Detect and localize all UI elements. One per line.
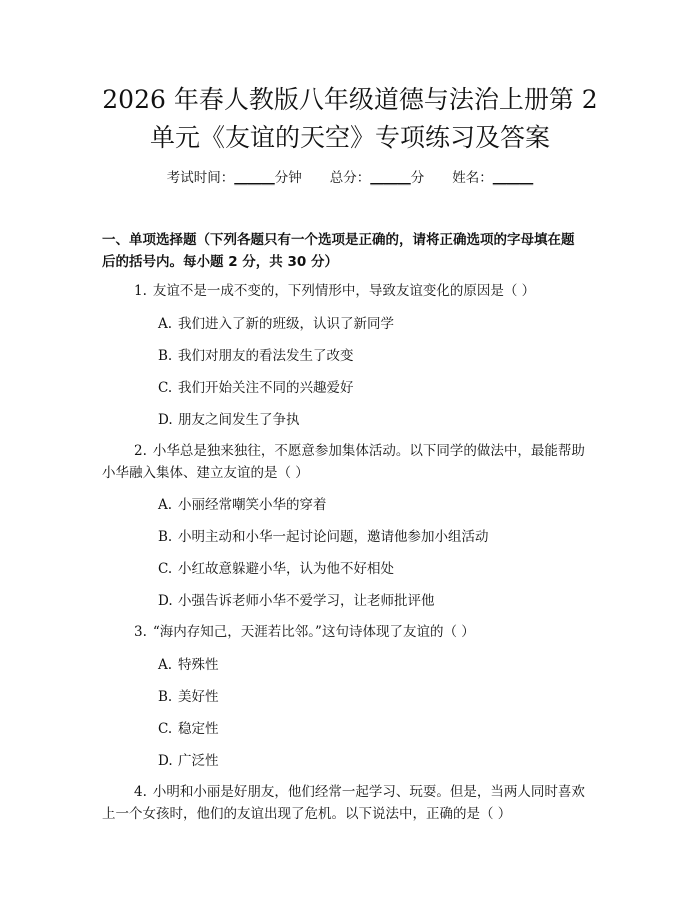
document-title-line1: 2026 年春人教版八年级道德与法治上册第 2	[102, 85, 598, 114]
question-text: 小华总是独来独往，不愿意参加集体活动。以下同学的做法中，最能帮助	[152, 443, 585, 459]
option-2-c: C. 小红故意躲避小华，认为他不好相处	[158, 561, 394, 577]
question-number: 1.	[134, 283, 147, 299]
option-1-a: A. 我们进入了新的班级，认识了新同学	[158, 316, 394, 332]
question-2-line2: 小华融入集体、建立友谊的是（ ）	[102, 465, 309, 481]
exam-time-unit: 分钟	[274, 170, 302, 186]
option-3-d: D. 广泛性	[158, 753, 219, 769]
option-2-a: A. 小丽经常嘲笑小华的穿着	[158, 497, 327, 513]
total-score-blank: ______	[370, 170, 411, 186]
section-heading-single-choice	[102, 229, 602, 273]
option-1-d: D. 朋友之间发生了争执	[158, 412, 300, 428]
section-heading-line1: 一、单项选择题（下列各题只有一个选项是正确的，请将正确选项的字母填在题	[102, 232, 575, 248]
total-score-unit: 分	[410, 170, 425, 186]
option-1-b: B. 我们对朋友的看法发生了改变	[158, 348, 354, 364]
question-4-line2: 上一个女孩时，他们的友谊出现了危机。以下说法中，正确的是（ ）	[102, 806, 512, 822]
question-1	[134, 280, 535, 302]
option-3-c: C. 稳定性	[158, 721, 219, 737]
student-name-blank: ______	[492, 170, 534, 186]
option-2-d: D. 小强告诉老师小华不爱学习，让老师批评他	[158, 593, 435, 609]
question-text: 友谊不是一成不变的，下列情形中，导致友谊变化的原因是（ ）	[152, 283, 536, 299]
document-title-line2: 单元《友谊的天空》专项练习及答案	[149, 123, 550, 152]
exam-time-label: 考试时间：	[166, 170, 235, 186]
question-text: “海内存知己，天涯若比邻。”这句诗体现了友谊的（ ）	[152, 624, 475, 640]
total-score-label: 总分：	[329, 170, 371, 186]
option-3-a: A. 特殊性	[158, 657, 219, 673]
question-text: 小明和小丽是好朋友，他们经常一起学习、玩耍。但是，当两人同时喜欢	[152, 784, 585, 800]
question-number: 3.	[134, 624, 147, 640]
question-2-line1	[134, 440, 585, 462]
option-2-b: B. 小明主动和小华一起讨论问题，邀请他参加小组活动	[158, 529, 489, 545]
question-number: 2.	[134, 443, 147, 459]
section-heading-line2: 后的括号内。每小题 2 分，共 30 分）	[102, 254, 338, 270]
exam-info	[0, 168, 700, 188]
student-name-label: 姓名：	[452, 170, 493, 186]
exam-time-blank: ______	[234, 170, 275, 186]
question-4-line1	[134, 781, 585, 803]
question-3	[134, 621, 475, 643]
option-3-b: B. 美好性	[158, 689, 219, 705]
question-number: 4.	[134, 784, 147, 800]
option-1-c: C. 我们开始关注不同的兴趣爱好	[158, 380, 354, 396]
